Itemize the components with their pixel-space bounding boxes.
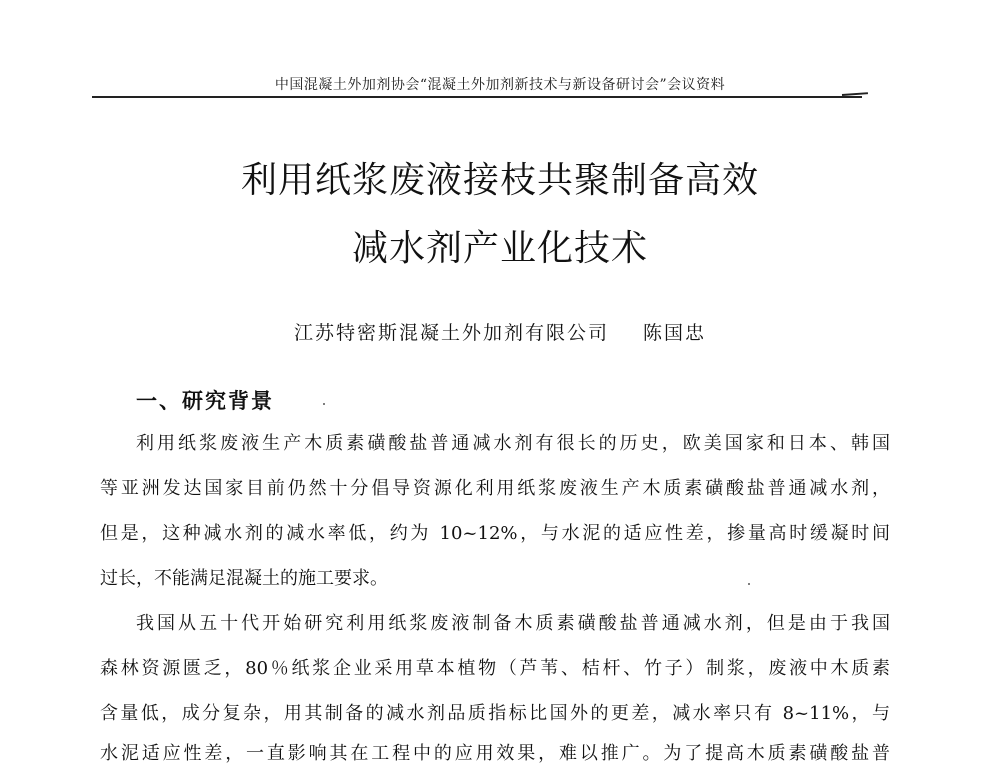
scan-speck	[323, 403, 325, 405]
author-name: 陈国忠	[643, 322, 707, 344]
paragraph-2-line-3: 含量低，成分复杂，用其制备的减水剂品质指标比国外的更差，减水率只有 8~11%，与	[100, 703, 890, 724]
paragraph-1-line-3: 但是，这种减水剂的减水率低，约为 10~12%，与水泥的适应性差，掺量高时缓凝时间	[100, 523, 890, 544]
section-heading: 一、研究背景	[136, 388, 274, 413]
paragraph-2-line-4: 水泥适应性差，一直影响其在工程中的应用效果，难以推广。为了提高木质素磺酸盐普	[100, 743, 890, 764]
scan-speck	[748, 583, 750, 585]
paragraph-2-line-1: 我国从五十代开始研究利用纸浆废液制备木质素磺酸盐普通减水剂，但是由于我国	[136, 613, 890, 634]
paragraph-2-line-2: 森林资源匮乏，80％纸浆企业采用草本植物（芦苇、桔杆、竹子）制浆，废液中木质素	[100, 658, 890, 679]
running-header: 中国混凝土外加剂协会“混凝土外加剂新技术与新设备研讨会”会议资料	[274, 77, 726, 93]
paragraph-1-line-4: 过长，不能满足混凝土的施工要求。	[100, 568, 388, 589]
paper-title-line-2: 减水剂产业化技术	[351, 228, 648, 269]
paragraph-1-line-2: 等亚洲发达国家目前仍然十分倡导资源化利用纸浆废液生产木质素磺酸盐普通减水剂，	[100, 478, 890, 499]
header-rule	[92, 96, 862, 98]
paragraph-1-line-1: 利用纸浆废液生产木质素磺酸盐普通减水剂有很长的历史，欧美国家和日本、韩国	[136, 433, 890, 454]
author-affiliation: 江苏特密斯混凝土外加剂有限公司	[293, 322, 609, 344]
paper-title-line-1: 利用纸浆废液接枝共聚制备高效	[240, 160, 759, 201]
author-line	[0, 318, 1000, 345]
